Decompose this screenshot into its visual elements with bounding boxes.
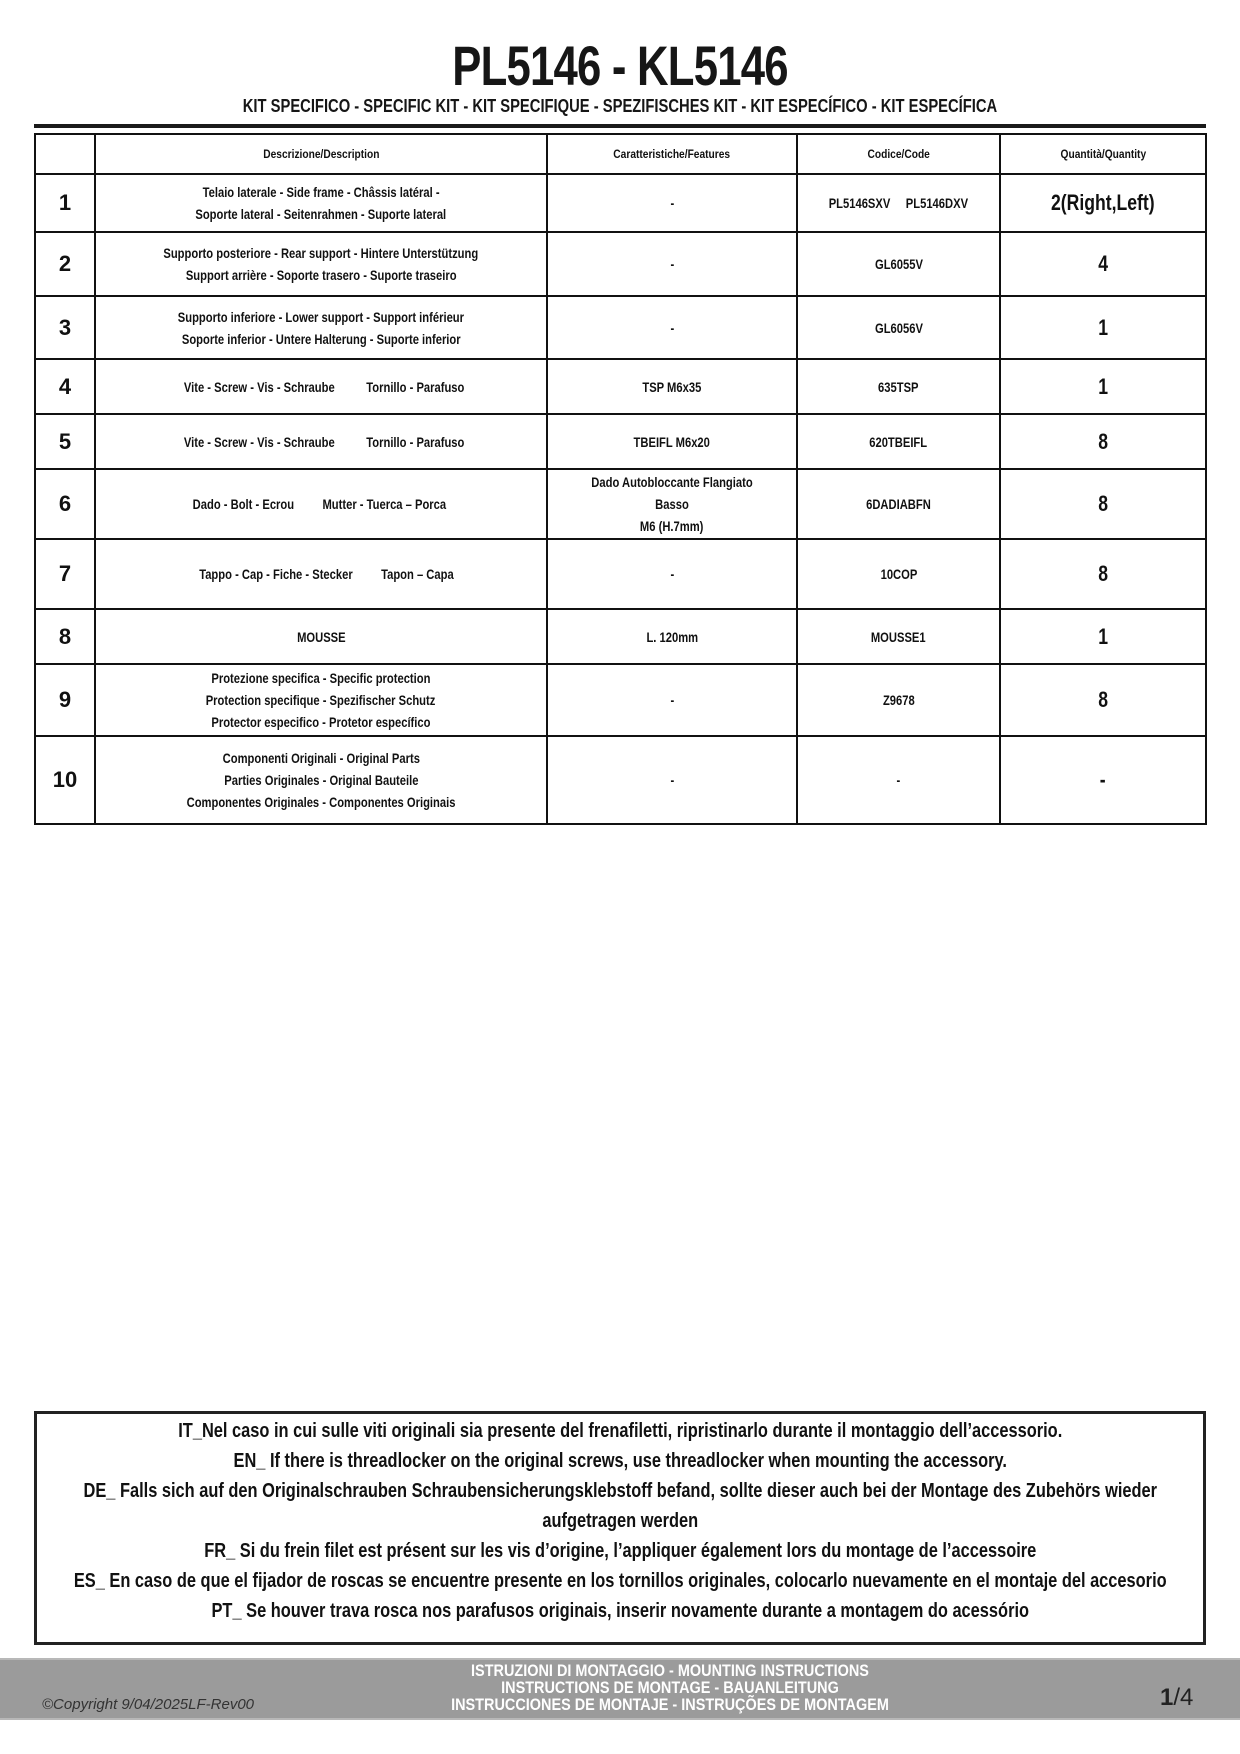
item-code — [797, 296, 1000, 359]
table-row — [35, 296, 1206, 359]
item-description-line: Tapon – Capa — [380, 566, 454, 582]
notes-list — [37, 1414, 1203, 1626]
item-description — [95, 174, 547, 232]
item-quantity — [1000, 174, 1206, 232]
item-number-value: 7 — [58, 561, 72, 586]
item-number — [35, 414, 95, 469]
item-description — [95, 469, 547, 539]
item-quantity-value: 1 — [1098, 623, 1108, 649]
item-code-line: PL5146SXV — [828, 195, 891, 211]
item-number-value: 9 — [58, 687, 72, 712]
item-quantity — [1000, 232, 1206, 296]
page-number — [1160, 1684, 1193, 1712]
item-quantity-value: 2(Right,Left) — [1051, 190, 1155, 215]
item-description-line: Tornillo - Parafuso — [366, 433, 465, 450]
title-divider — [34, 124, 1206, 128]
item-quantity — [1000, 664, 1206, 736]
item-description-line: Tappo - Cap - Fiche - Stecker — [198, 566, 353, 582]
item-quantity — [1000, 609, 1206, 664]
item-code — [797, 609, 1000, 664]
item-code — [797, 359, 1000, 414]
item-description-line: Protection specifique - Spezifischer Schutz — [206, 692, 436, 708]
item-description — [95, 609, 547, 664]
item-number-value: 5 — [58, 428, 72, 454]
table-row — [35, 174, 1206, 232]
item-number — [35, 736, 95, 824]
item-code-line: GL6056V — [874, 319, 923, 336]
item-description — [95, 296, 547, 359]
item-features-line: M6 (H.7mm) — [640, 518, 704, 534]
item-code-line: 6DADIABFN — [866, 496, 931, 512]
item-number-value: 3 — [58, 314, 72, 340]
item-quantity — [1000, 469, 1206, 539]
item-quantity — [1000, 736, 1206, 824]
item-description-line: Protector especifico - Protetor específico — [211, 714, 431, 730]
item-number-value: 2 — [58, 251, 72, 276]
footer-bar — [0, 1658, 1240, 1720]
instructions-line: INSTRUCCIONES DE MONTAJE - INSTRUÇÕES DE MONTAGEM — [451, 1695, 889, 1714]
item-description — [95, 232, 547, 296]
item-description — [95, 539, 547, 609]
item-features — [547, 664, 797, 736]
item-features-line: - — [670, 692, 674, 708]
item-features-line: - — [670, 772, 674, 788]
item-quantity-value: 8 — [1098, 491, 1108, 516]
item-description — [95, 359, 547, 414]
item-code — [797, 232, 1000, 296]
item-features — [547, 469, 797, 539]
instructions-line: ISTRUZIONI DI MONTAGGIO - MOUNTING INSTRUCTIONS — [471, 1661, 869, 1680]
page-current: 1 — [1160, 1684, 1174, 1711]
item-features — [547, 414, 797, 469]
document-title: PL5146 - KL5146 — [452, 34, 788, 97]
item-features — [547, 609, 797, 664]
item-description-line: Vite - Screw - Vis - Schraube — [184, 433, 336, 450]
item-description-line: Vite - Screw - Vis - Schraube — [184, 378, 336, 395]
item-description-line: Telaio laterale - Side frame - Châssis latéral - — [202, 184, 440, 200]
item-code — [797, 664, 1000, 736]
column-header-description: Descrizione/Description — [95, 134, 547, 174]
item-quantity — [1000, 359, 1206, 414]
item-number — [35, 469, 95, 539]
mounting-instructions-label — [441, 1662, 900, 1713]
item-features — [547, 174, 797, 232]
table-row — [35, 359, 1206, 414]
item-features-line: - — [670, 319, 674, 336]
item-number-value: 8 — [58, 623, 72, 649]
item-description-line: Mutter - Tuerca – Porca — [322, 496, 447, 512]
item-description — [95, 414, 547, 469]
item-number-value: 1 — [58, 190, 72, 215]
threadlocker-notes-box — [34, 1411, 1206, 1645]
page-total: /4 — [1173, 1684, 1194, 1711]
note-line: ES_ En caso de que el fijador de roscas se encuentre presente en los tornillos originales, colocarlo nuevamente en el montaje del accesorio — [73, 1570, 1167, 1592]
item-code — [797, 174, 1000, 232]
item-quantity-value: 1 — [1098, 314, 1108, 340]
item-quantity — [1000, 539, 1206, 609]
item-description-line: Componenti Originali - Original Parts — [222, 750, 420, 766]
table-body — [35, 174, 1206, 824]
item-description-line: Supporto inferiore - Lower support - Support inférieur — [177, 308, 465, 325]
item-features-line: TBEIFL M6x20 — [633, 433, 711, 450]
table-row — [35, 664, 1206, 736]
table-row — [35, 609, 1206, 664]
item-description-line: Tornillo - Parafuso — [366, 378, 465, 395]
column-header-features: Caratteristiche/Features — [547, 134, 797, 174]
item-number — [35, 296, 95, 359]
item-code-line: MOUSSE1 — [871, 628, 926, 645]
item-code-line: PL5146DXV — [905, 195, 969, 211]
table-row — [35, 539, 1206, 609]
table-row — [35, 232, 1206, 296]
table-header-row — [35, 134, 1206, 174]
item-code-line: GL6055V — [874, 256, 923, 272]
table-row — [35, 469, 1206, 539]
column-header-quantity: Quantità/Quantity — [1000, 134, 1206, 174]
note-line: FR_ Si du frein filet est présent sur les vis d’origine, l’appliquer également lors du montage de l’accessoire — [203, 1540, 1037, 1562]
table-row — [35, 414, 1206, 469]
note-line: IT_Nel caso in cui sulle viti originali sia presente del frenafiletti, ripristinarlo durante il montaggio dell’accessorio. — [177, 1420, 1063, 1442]
item-description-line: Componentes Originales - Componentes Originais — [186, 794, 456, 810]
item-code-line: 635TSP — [878, 378, 919, 395]
item-features-line: TSP M6x35 — [642, 378, 702, 395]
item-code-line: 620TBEIFL — [869, 433, 928, 450]
item-code — [797, 539, 1000, 609]
item-features-line: Dado Autobloccante Flangiato Basso — [591, 474, 753, 512]
document-subtitle: KIT SPECIFICO - SPECIFIC KIT - KIT SPECIFIQUE - SPEZIFISCHES KIT - KIT ESPECÍFICO - KIT ESPECÍFICA — [242, 96, 998, 116]
item-features — [547, 359, 797, 414]
item-number-value: 4 — [58, 373, 72, 399]
table-row — [35, 736, 1206, 824]
item-quantity — [1000, 296, 1206, 359]
item-code — [797, 414, 1000, 469]
item-number-value: 6 — [58, 491, 72, 516]
item-description-line: Soporte lateral - Seitenrahmen - Suporte lateral — [195, 206, 447, 222]
item-quantity-value: 8 — [1098, 687, 1108, 712]
item-quantity-value: - — [1100, 767, 1106, 792]
item-quantity-value: 8 — [1098, 428, 1108, 454]
item-number — [35, 539, 95, 609]
item-code — [797, 736, 1000, 824]
item-features-line: - — [670, 256, 674, 272]
item-features — [547, 296, 797, 359]
item-features — [547, 736, 797, 824]
item-description — [95, 736, 547, 824]
item-quantity-value: 8 — [1098, 561, 1108, 586]
item-description-line: Parties Originales - Original Bauteile — [223, 772, 419, 788]
item-number — [35, 664, 95, 736]
item-number — [35, 359, 95, 414]
copyright-text: ©Copyright 9/04/2025LF-Rev00 — [42, 1696, 255, 1713]
item-description-line: Protezione specifica - Specific protection — [211, 670, 431, 686]
item-description-line: Soporte inferior - Untere Halterung - Suporte inferior — [181, 330, 461, 347]
item-code-line: Z9678 — [882, 692, 915, 708]
item-quantity — [1000, 414, 1206, 469]
column-header-number — [35, 134, 95, 174]
column-header-code: Codice/Code — [797, 134, 1000, 174]
item-description-line: Supporto posteriore - Rear support - Hintere Unterstützung — [163, 245, 479, 261]
item-number — [35, 174, 95, 232]
item-number-value: 10 — [52, 767, 78, 792]
item-number — [35, 232, 95, 296]
item-description-line: MOUSSE — [296, 628, 346, 645]
item-features — [547, 539, 797, 609]
note-line: DE_ Falls sich auf den Originalschrauben Schraubensicherungsklebstoff befand, sollte dieser auch bei der Montage des Zubehörs wieder aufgetragen werden — [83, 1480, 1157, 1532]
item-features-line: - — [670, 566, 674, 582]
item-code-line: 10COP — [880, 566, 917, 582]
item-description-line: Dado - Bolt - Ecrou — [193, 496, 295, 512]
item-features — [547, 232, 797, 296]
item-features-line: L. 120mm — [646, 628, 698, 645]
item-number — [35, 609, 95, 664]
parts-table — [34, 133, 1207, 825]
note-line: EN_ If there is threadlocker on the original screws, use threadlocker when mounting the accessory. — [233, 1450, 1007, 1472]
item-code — [797, 469, 1000, 539]
item-quantity-value: 4 — [1098, 251, 1108, 276]
instructions-line: INSTRUCTIONS DE MONTAGE - BAUANLEITUNG — [501, 1678, 839, 1697]
note-line: PT_ Se houver trava rosca nos parafusos originais, inserir novamente durante a montagem do acessório — [211, 1600, 1029, 1622]
item-code-line: - — [896, 772, 901, 788]
item-features-line: - — [670, 195, 674, 211]
item-description-line: Support arrière - Soporte trasero - Suporte traseiro — [185, 267, 457, 283]
item-quantity-value: 1 — [1098, 373, 1108, 399]
item-description — [95, 664, 547, 736]
